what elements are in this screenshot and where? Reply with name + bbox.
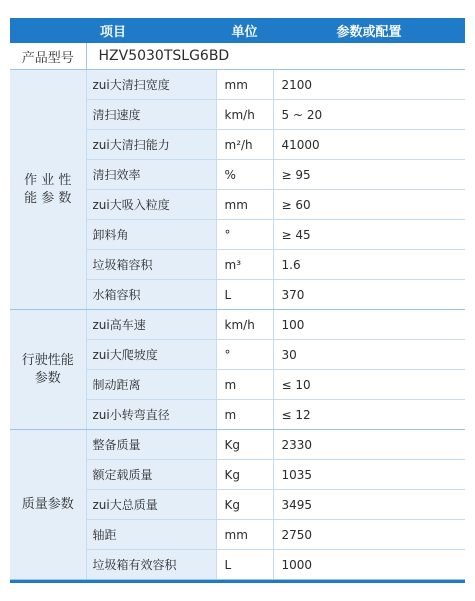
header-param: 参数或配置 [273, 18, 465, 43]
item-cell: zui大总质量 [86, 490, 216, 520]
item-cell: 额定载质量 [86, 460, 216, 490]
unit-cell: mm [216, 190, 273, 220]
unit-cell: km/h [216, 100, 273, 130]
value-cell: 41000 [273, 130, 465, 160]
group-label-line1: 质量参数 [21, 496, 74, 512]
unit-cell: L [216, 280, 273, 310]
table-row [10, 310, 465, 340]
group-label-line1: 作 业 性 [24, 172, 72, 188]
value-cell: ≤ 10 [273, 370, 465, 400]
table-header [10, 18, 465, 43]
unit-cell: m²/h [216, 130, 273, 160]
unit-cell: m³ [216, 250, 273, 280]
value-cell: ≤ 12 [273, 400, 465, 430]
item-cell: 水箱容积 [86, 280, 216, 310]
unit-cell: L [216, 550, 273, 580]
group-label-line2: 能 参 数 [24, 190, 72, 206]
unit-cell: ° [216, 340, 273, 370]
model-label: 产品型号 [10, 43, 86, 70]
group-label [10, 430, 86, 580]
group-label [10, 70, 86, 310]
value-cell: 2330 [273, 430, 465, 460]
value-cell: ≥ 60 [273, 190, 465, 220]
item-cell: 制动距离 [86, 370, 216, 400]
group-label-line2: 参数 [34, 370, 61, 386]
item-cell: zui大清扫宽度 [86, 70, 216, 100]
item-cell: 垃圾箱有效容积 [86, 550, 216, 580]
group-label-line1: 行驶性能 [21, 352, 74, 368]
unit-cell: m [216, 370, 273, 400]
unit-cell: mm [216, 520, 273, 550]
model-row [10, 43, 465, 70]
table-row [10, 430, 465, 460]
value-cell: 3495 [273, 490, 465, 520]
unit-cell: m [216, 400, 273, 430]
item-cell: 清扫效率 [86, 160, 216, 190]
table-row [10, 70, 465, 100]
unit-cell: % [216, 160, 273, 190]
value-cell: ≥ 45 [273, 220, 465, 250]
unit-cell: Kg [216, 490, 273, 520]
unit-cell: mm [216, 70, 273, 100]
value-cell: 1035 [273, 460, 465, 490]
item-cell: zui大吸入粒度 [86, 190, 216, 220]
item-cell: 整备质量 [86, 430, 216, 460]
value-cell: 2750 [273, 520, 465, 550]
value-cell: 30 [273, 340, 465, 370]
bottom-rule [10, 580, 465, 583]
item-cell: 清扫速度 [86, 100, 216, 130]
value-cell: 1000 [273, 550, 465, 580]
unit-cell: Kg [216, 430, 273, 460]
header-item: 项目 [10, 18, 216, 43]
groups-body [10, 70, 465, 580]
value-cell: 1.6 [273, 250, 465, 280]
header-unit: 单位 [216, 18, 273, 43]
item-cell: zui大清扫能力 [86, 130, 216, 160]
item-cell: zui大爬坡度 [86, 340, 216, 370]
value-cell: 5 ~ 20 [273, 100, 465, 130]
value-cell: 370 [273, 280, 465, 310]
value-cell: 2100 [273, 70, 465, 100]
model-value: HZV5030TSLG6BD [86, 43, 465, 70]
item-cell: zui小转弯直径 [86, 400, 216, 430]
spec-table [10, 18, 465, 580]
value-cell: 100 [273, 310, 465, 340]
item-cell: zui高车速 [86, 310, 216, 340]
item-cell: 卸料角 [86, 220, 216, 250]
item-cell: 轴距 [86, 520, 216, 550]
value-cell: ≥ 95 [273, 160, 465, 190]
unit-cell: ° [216, 220, 273, 250]
unit-cell: Kg [216, 460, 273, 490]
unit-cell: km/h [216, 310, 273, 340]
item-cell: 垃圾箱容积 [86, 250, 216, 280]
group-label [10, 310, 86, 430]
